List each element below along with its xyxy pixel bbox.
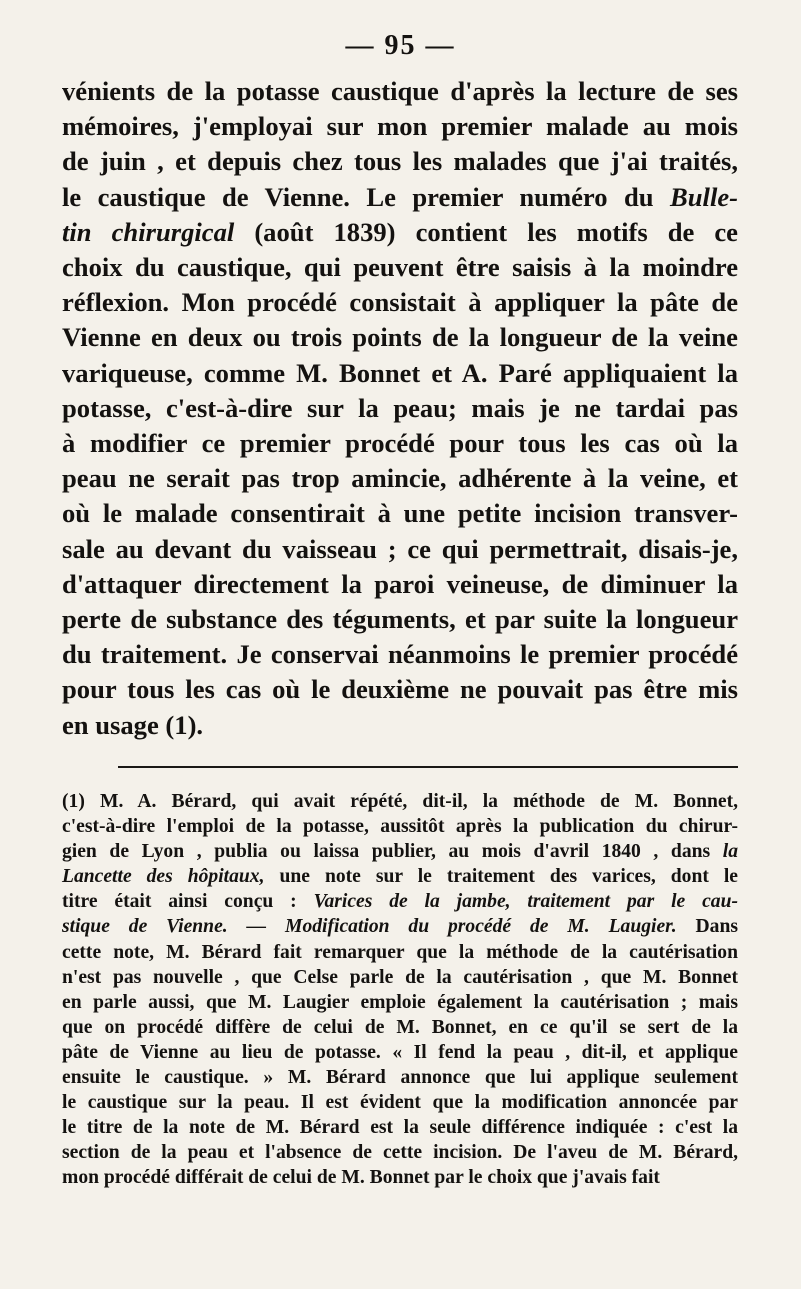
text-line: du traitement. Je conservai néanmoins le premier procédé xyxy=(62,639,738,670)
text-line: réflexion. Mon procédé consistait à appliquer la pâte de xyxy=(62,287,738,318)
text-line: sale au devant du vaisseau ; ce qui permettrait, disais-je, xyxy=(62,533,738,564)
text-line: perte de substance des téguments, et par suite la longueur xyxy=(62,604,738,635)
journal-title-italic: tin chirurgical xyxy=(62,216,235,247)
text-line: mémoires, j'employai sur mon premier malade au mois xyxy=(62,111,738,142)
text-line: où le malade consentirait à une petite incision transver- xyxy=(62,498,738,529)
text-line: à modifier ce premier procédé pour tous les cas où la xyxy=(62,428,738,459)
page-number: — 95 — xyxy=(345,30,456,61)
text-line: le caustique de Vienne. Le premier numéro du Bulle- xyxy=(62,181,738,212)
footnote-line: Lancette des hôpitaux, une note sur le traitement des varices, dont le xyxy=(62,866,738,888)
main-paragraph xyxy=(62,74,738,743)
footnote-line: le caustique sur la peau. Il est évident que la modification annoncée par xyxy=(62,1092,738,1114)
footnote-line: pâte de Vienne au lieu de potasse. « Il fend la peau , dit-il, et applique xyxy=(62,1041,738,1063)
footnote-line: gien de Lyon , publia ou laissa publier, au mois d'avril 1840 , dans la xyxy=(62,841,739,863)
footnote-line: titre était ainsi conçu : Varices de la jambe, traitement par le cau- xyxy=(62,891,738,913)
footnote-line: en parle aussi, que M. Laugier emploie également la cautérisation ; mais xyxy=(62,991,738,1013)
footnote-line: n'est pas nouvelle , que Celse parle de la cautérisation , que M. Bonnet xyxy=(62,966,738,988)
article-title-italic: Varices de la jambe, traitement par le cau- xyxy=(313,891,738,913)
footnote-line: c'est-à-dire l'emploi de la potasse, aussitôt après la publication du chirur- xyxy=(62,816,738,838)
text-line: de juin , et depuis chez tous les malades que j'ai traités, xyxy=(62,146,738,177)
text-line: variqueuse, comme M. Bonnet et A. Paré appliquaient la xyxy=(62,357,738,388)
footnote-line: stique de Vienne. — Modification du procédé de M. Laugier. Dans xyxy=(62,916,738,938)
journal-title-italic: Bulle- xyxy=(670,181,738,212)
text-line: Vienne en deux ou trois points de la longueur de la veine xyxy=(62,322,738,353)
footnote-line: ensuite le caustique. » M. Bérard annonce que lui applique seulement xyxy=(62,1067,738,1089)
text-line: d'attaquer directement la paroi veineuse, de diminuer la xyxy=(62,568,738,599)
journal-title-italic: Lancette des hôpitaux, xyxy=(62,866,265,888)
footnote-line: que on procédé diffère de celui de M. Bonnet, en ce qu'il se sert de la xyxy=(62,1016,738,1038)
text-line: en usage (1). xyxy=(62,709,204,740)
journal-title-italic: la xyxy=(722,841,739,863)
text-line: peau ne serait pas trop amincie, adhérente à la veine, et xyxy=(62,463,738,494)
text-line: vénients de la potasse caustique d'après la lecture de ses xyxy=(62,76,738,106)
article-title-italic: stique de Vienne. — Modification du procédé de M. Laugier. xyxy=(62,916,677,938)
footnote-line: cette note, M. Bérard fait remarquer que la méthode de la cautérisation xyxy=(62,941,738,963)
footnote-line: mon procédé différait de celui de M. Bonnet par le choix que j'avais fait xyxy=(62,1167,660,1189)
footnote xyxy=(62,789,738,1191)
text-line: tin chirurgical (août 1839) contient les motifs de ce xyxy=(62,216,738,247)
text-line: potasse, c'est-à-dire sur la peau; mais je ne tardai pas xyxy=(62,392,738,423)
text-line: pour tous les cas où le deuxième ne pouvait pas être mis xyxy=(62,674,738,705)
footnote-line: le titre de la note de M. Bérard est la seule différence indiquée : c'est la xyxy=(62,1117,738,1139)
footnote-separator xyxy=(118,766,738,768)
text-line: choix du caustique, qui peuvent être saisis à la moindre xyxy=(62,252,738,283)
footnote-line: section de la peau et l'absence de cette incision. De l'aveu de M. Bérard, xyxy=(62,1142,738,1164)
footnote-line: (1) M. A. Bérard, qui avait répété, dit-il, la méthode de M. Bonnet, xyxy=(62,791,738,812)
